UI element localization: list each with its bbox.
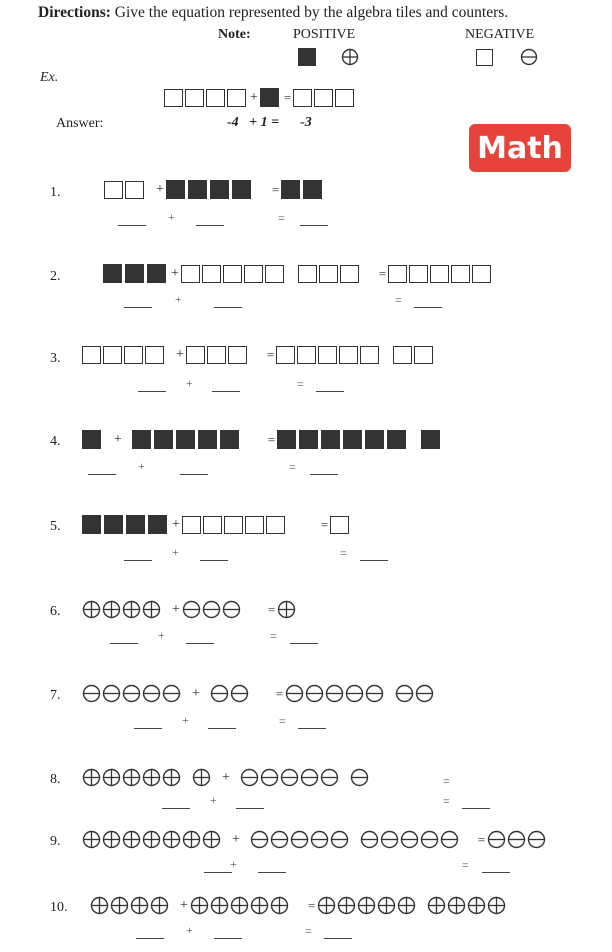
negative-counter-icon	[240, 768, 259, 787]
negative-counter-icon	[487, 830, 506, 849]
positive-counter-icon	[150, 896, 169, 915]
equals-sign: =	[395, 293, 402, 307]
problem-number: 8.	[50, 772, 61, 787]
answer-blank	[204, 872, 232, 873]
answer-blank	[310, 474, 338, 475]
problem-number: 1.	[50, 185, 61, 200]
answer-blank	[88, 474, 116, 475]
negative-counter-icon	[270, 830, 289, 849]
positive-tile-icon	[198, 430, 217, 449]
negative-tile-icon	[145, 346, 164, 364]
plus-sign: +	[171, 265, 179, 281]
plus-sign: +	[175, 292, 182, 306]
example-label: Ex.	[40, 70, 59, 85]
negative-legend	[476, 48, 538, 66]
negative-counter-icon	[210, 684, 229, 703]
answer-blank	[162, 808, 190, 809]
plus-sign: +	[210, 793, 217, 807]
positive-tile-icon	[126, 515, 145, 534]
problem-counters	[82, 830, 547, 849]
positive-tile-icon	[232, 180, 251, 199]
answer-blank	[180, 474, 208, 475]
equals-sign: =	[289, 460, 296, 474]
negative-tile-icon	[297, 346, 316, 364]
problem-number: 10.	[50, 900, 68, 915]
tile-gap	[287, 520, 295, 530]
positive-tile-icon	[166, 180, 185, 199]
negative-counter-icon	[395, 684, 414, 703]
problem-counters	[82, 684, 435, 703]
problem-counters	[82, 768, 370, 787]
plus-sign: +	[186, 376, 193, 390]
negative-tile-icon	[393, 346, 412, 364]
negative-tile-icon	[298, 265, 317, 283]
plus-sign: +	[172, 516, 180, 532]
equals-sign: =	[267, 431, 276, 447]
plus-sign: +	[222, 769, 230, 785]
answer-blank	[212, 391, 240, 392]
positive-counter-icon	[82, 830, 101, 849]
tile-gap	[361, 269, 369, 279]
answer-blank	[196, 225, 224, 226]
positive-tile-icon	[147, 264, 166, 283]
positive-tile-icon	[82, 515, 101, 534]
tile-gap	[124, 435, 132, 445]
tile-gap	[286, 269, 298, 279]
negative-counter-icon	[230, 684, 249, 703]
plus-sign: +	[186, 923, 193, 937]
negative-tile-icon	[124, 346, 143, 364]
negative-tile-icon	[103, 346, 122, 364]
tile-gap	[369, 269, 377, 279]
positive-counter-icon	[110, 896, 129, 915]
tile-gap	[409, 435, 421, 445]
positive-counter-icon	[202, 830, 221, 849]
answer-blank	[214, 307, 242, 308]
equals-sign: =	[443, 794, 450, 808]
negative-tile-icon	[164, 89, 183, 107]
problem-counters	[82, 600, 297, 619]
negative-tile-icon	[125, 181, 144, 199]
negative-tile-icon	[82, 346, 101, 364]
plus-sign: +	[230, 857, 237, 871]
problem-tiles	[103, 264, 493, 283]
problem-number: 6.	[50, 604, 61, 619]
positive-counter-icon	[102, 600, 121, 619]
answer-blank	[316, 391, 344, 392]
negative-tile-icon	[181, 265, 200, 283]
positive-tile-icon	[343, 430, 362, 449]
problem-tiles	[82, 346, 435, 364]
plus-sign: +	[182, 713, 189, 727]
plus-sign: +	[250, 89, 258, 105]
problem-number: 2.	[50, 269, 61, 284]
negative-counter-icon	[102, 684, 121, 703]
positive-tile-icon	[125, 264, 144, 283]
negative-counter-icon	[290, 830, 309, 849]
positive-counter-icon	[182, 830, 201, 849]
negative-counter-icon	[305, 684, 324, 703]
negative-counter-icon	[142, 684, 161, 703]
directions-text: Give the equation represented by the algebra tiles and counters.	[110, 4, 509, 21]
problem-number: 7.	[50, 688, 61, 703]
equals-sign: =	[279, 714, 286, 728]
negative-tile-icon	[430, 265, 449, 283]
negative-tile-icon	[223, 265, 242, 283]
positive-counter-icon	[337, 896, 356, 915]
answer-blank	[258, 872, 286, 873]
positive-counter-icon	[142, 768, 161, 787]
negative-counter-icon	[415, 684, 434, 703]
equals-sign: =	[305, 924, 312, 938]
positive-counter-icon	[122, 830, 141, 849]
tile-gap	[258, 435, 266, 445]
negative-counter-icon	[420, 830, 439, 849]
positive-counter-icon	[142, 830, 161, 849]
positive-tile-icon	[148, 515, 167, 534]
positive-counter-icon	[487, 896, 506, 915]
math-badge: Math	[469, 124, 571, 172]
negative-counter-icon	[250, 830, 269, 849]
positive-tile-icon	[277, 430, 296, 449]
negative-tile-icon	[414, 346, 433, 364]
equals-sign: =	[275, 685, 284, 701]
negative-counter-icon	[182, 600, 201, 619]
plus-sign: +	[172, 601, 180, 617]
negative-tile-icon	[182, 516, 201, 534]
answer-blank	[208, 728, 236, 729]
positive-tile-icon	[387, 430, 406, 449]
plus-sign: +	[168, 210, 175, 224]
negative-tile-icon	[202, 265, 221, 283]
negative-counter-icon	[82, 684, 101, 703]
answer-equation: -4 + 1 = -3	[227, 115, 312, 130]
negative-tile-icon	[335, 89, 354, 107]
negative-tile-icon	[319, 265, 338, 283]
tile-gap	[295, 520, 303, 530]
positive-counter-icon	[467, 896, 486, 915]
positive-counter-icon	[102, 830, 121, 849]
positive-counter-icon	[250, 896, 269, 915]
positive-tile-icon	[421, 430, 440, 449]
negative-tile-icon	[228, 346, 247, 364]
positive-tile-icon	[298, 48, 316, 66]
negative-counter-icon	[280, 768, 299, 787]
negative-tile-icon	[388, 265, 407, 283]
problem-number: 9.	[50, 834, 61, 849]
answer-blank	[360, 560, 388, 561]
equals-sign: =	[297, 377, 304, 391]
tile-gap	[257, 350, 265, 360]
tile-gap	[262, 185, 270, 195]
negative-counter-icon	[202, 600, 221, 619]
negative-tile-icon	[186, 346, 205, 364]
positive-counter-icon	[102, 768, 121, 787]
note-label: Note:	[218, 27, 251, 42]
problem-tiles	[82, 430, 443, 449]
positive-tile-icon	[299, 430, 318, 449]
positive-tile-icon	[281, 180, 300, 199]
negative-counter-icon	[507, 830, 526, 849]
negative-counter-icon	[122, 684, 141, 703]
positive-counter-icon	[122, 600, 141, 619]
negative-counter-icon	[162, 684, 181, 703]
problem-counters	[90, 896, 507, 915]
positive-counter-icon	[277, 600, 296, 619]
answer-label: Answer:	[56, 116, 104, 131]
positive-counter-icon	[122, 768, 141, 787]
answer-blank	[214, 938, 242, 939]
negative-tile-icon	[409, 265, 428, 283]
directions	[38, 4, 508, 22]
answer-blank	[300, 225, 328, 226]
negative-tile-icon	[276, 346, 295, 364]
negative-counter-icon	[222, 600, 241, 619]
plus-sign: +	[138, 459, 145, 473]
positive-tile-icon	[260, 88, 279, 107]
negative-counter-icon	[527, 830, 546, 849]
tile-gap	[104, 435, 112, 445]
positive-counter-icon	[230, 896, 249, 915]
problem-number: 4.	[50, 434, 61, 449]
equals-sign: =	[307, 897, 316, 913]
answer-blank	[236, 808, 264, 809]
plus-sign: +	[180, 897, 188, 913]
positive-counter-icon	[130, 896, 149, 915]
negative-tile-icon	[207, 346, 226, 364]
positive-counter-icon	[427, 896, 446, 915]
positive-counter-icon	[210, 896, 229, 915]
plus-sign: +	[176, 347, 184, 363]
positive-tile-icon	[321, 430, 340, 449]
positive-counter-icon	[341, 48, 359, 66]
negative-tile-icon	[314, 89, 333, 107]
answer-blank	[138, 391, 166, 392]
equals-sign: =	[462, 858, 469, 872]
equals-sign: =	[477, 831, 486, 847]
positive-counter-icon	[270, 896, 289, 915]
negative-tile-icon	[104, 181, 123, 199]
negative-counter-icon	[320, 768, 339, 787]
equals-sign: =	[283, 89, 292, 105]
positive-counter-icon	[377, 896, 396, 915]
equals-sign: =	[278, 211, 285, 225]
negative-counter-icon	[350, 768, 369, 787]
positive-counter-icon	[142, 600, 161, 619]
directions-label: Directions:	[38, 4, 111, 21]
answer-blank	[124, 307, 152, 308]
negative-tile-icon	[330, 516, 349, 534]
positive-counter-icon	[357, 896, 376, 915]
positive-counter-icon	[397, 896, 416, 915]
negative-counter-icon	[400, 830, 419, 849]
tile-gap	[381, 350, 393, 360]
answer-blank	[290, 643, 318, 644]
negative-counter-icon	[285, 684, 304, 703]
positive-counter-icon	[192, 768, 211, 787]
equals-sign: =	[271, 181, 280, 197]
answer-blank	[118, 225, 146, 226]
answer-blank	[186, 643, 214, 644]
positive-tile-icon	[103, 264, 122, 283]
positive-counter-icon	[190, 896, 209, 915]
negative-tile-icon	[451, 265, 470, 283]
negative-tile-icon	[472, 265, 491, 283]
equals-sign: =	[320, 516, 329, 532]
positive-tile-icon	[104, 515, 123, 534]
negative-counter-icon	[360, 830, 379, 849]
negative-counter-icon	[345, 684, 364, 703]
positive-tile-icon	[176, 430, 195, 449]
problem-number: 5.	[50, 519, 61, 534]
tile-gap	[311, 520, 319, 530]
positive-counter-icon	[317, 896, 336, 915]
positive-counter-icon	[82, 768, 101, 787]
problem-number: 3.	[50, 351, 61, 366]
equals-sign: =	[266, 347, 275, 363]
plus-sign: +	[156, 181, 164, 197]
positive-counter-icon	[162, 830, 181, 849]
negative-tile-icon	[224, 516, 243, 534]
problem-tiles	[82, 515, 351, 534]
equals-sign: =	[270, 629, 277, 643]
tile-gap	[249, 350, 257, 360]
negative-tile-icon	[185, 89, 204, 107]
answer-blank	[482, 872, 510, 873]
negative-counter-icon	[310, 830, 329, 849]
answer-blank	[110, 643, 138, 644]
negative-tile-icon	[227, 89, 246, 107]
positive-counter-icon	[90, 896, 109, 915]
answer-blank	[136, 938, 164, 939]
negative-tile-icon	[293, 89, 312, 107]
plus-sign: +	[192, 685, 200, 701]
answer-blank	[298, 728, 326, 729]
positive-counter-icon	[447, 896, 466, 915]
positive-tile-icon	[303, 180, 322, 199]
negative-tile-icon	[476, 49, 493, 66]
equals-sign: =	[267, 601, 276, 617]
negative-tile-icon	[203, 516, 222, 534]
tile-gap	[303, 520, 311, 530]
negative-counter-icon	[440, 830, 459, 849]
answer-blank	[462, 808, 490, 809]
negative-counter-icon	[325, 684, 344, 703]
tile-gap	[250, 435, 258, 445]
plus-sign: +	[172, 545, 179, 559]
positive-label: POSITIVE	[293, 27, 356, 42]
negative-tile-icon	[245, 516, 264, 534]
negative-tile-icon	[206, 89, 225, 107]
positive-tile-icon	[220, 430, 239, 449]
problem-tiles	[104, 180, 325, 199]
negative-counter-icon	[260, 768, 279, 787]
answer-blank	[124, 560, 152, 561]
negative-counter-icon	[330, 830, 349, 849]
positive-tile-icon	[82, 430, 101, 449]
negative-counter-icon	[365, 684, 384, 703]
tile-gap	[146, 185, 154, 195]
negative-counter-icon	[380, 830, 399, 849]
negative-tile-icon	[339, 346, 358, 364]
answer-blank	[324, 938, 352, 939]
tile-gap	[242, 435, 250, 445]
equals-sign: =	[378, 265, 387, 281]
plus-sign: +	[114, 431, 122, 447]
plus-sign: +	[158, 628, 165, 642]
positive-tile-icon	[210, 180, 229, 199]
answer-blank	[414, 307, 442, 308]
positive-tile-icon	[188, 180, 207, 199]
negative-tile-icon	[340, 265, 359, 283]
negative-counter-icon	[520, 48, 538, 66]
negative-tile-icon	[360, 346, 379, 364]
negative-counter-icon	[300, 768, 319, 787]
positive-tile-icon	[365, 430, 384, 449]
negative-label: NEGATIVE	[465, 27, 535, 42]
example-tiles	[164, 88, 356, 107]
positive-tile-icon	[154, 430, 173, 449]
positive-legend	[298, 48, 359, 66]
answer-blank	[200, 560, 228, 561]
tile-gap	[254, 185, 262, 195]
equals-sign: =	[340, 546, 347, 560]
negative-tile-icon	[265, 265, 284, 283]
negative-tile-icon	[266, 516, 285, 534]
plus-sign: +	[232, 831, 240, 847]
negative-tile-icon	[244, 265, 263, 283]
negative-tile-icon	[318, 346, 337, 364]
positive-counter-icon	[162, 768, 181, 787]
tile-gap	[166, 350, 174, 360]
equals-sign: =	[443, 774, 450, 788]
positive-counter-icon	[82, 600, 101, 619]
answer-blank	[134, 728, 162, 729]
positive-tile-icon	[132, 430, 151, 449]
